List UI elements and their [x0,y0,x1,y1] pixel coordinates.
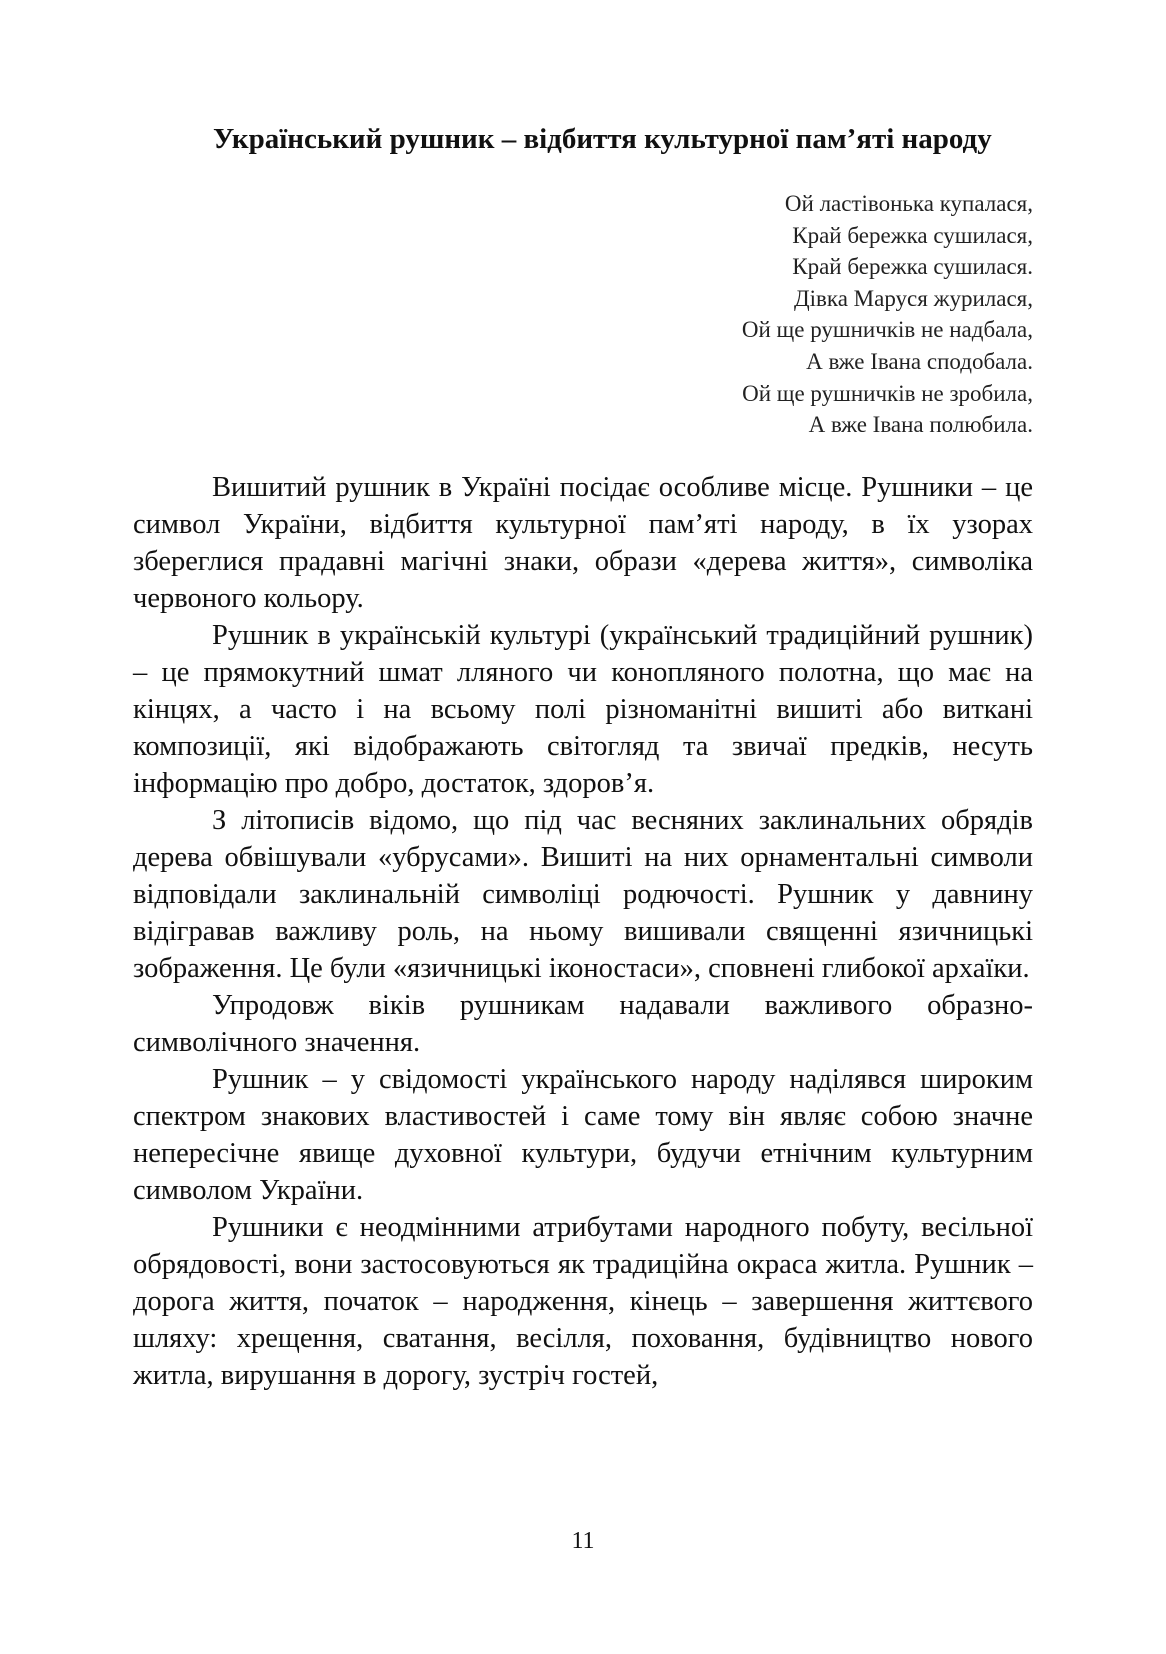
body-text [133,469,1033,1394]
poem-line: Ой ластівонька купалася, [784,191,1033,216]
poem-line: Край бережка сушилася, [792,222,1033,248]
paragraph: Рушник в українській культурі (український традиційний рушник) – це прямокутний шмат лляного чи конопляного полотна, що має на кінцях, а часто і на всьому полі різноманітні вишиті або виткані композиції, які відображають світогляд та звичаї предків, несуть інформацію про добро, достаток, здоров’я. [133,619,1033,799]
paragraph: Рушники є неодмінними атрибутами народного побуту, весільної обрядовості, вони застосовуються як традиційна окраса житла. Рушник – дорога життя, початок – народження, кінець – завершення життєвого шляху: хрещення, сватання, весілля, поховання, будівництво нового житла, вирушання в дорогу, зустріч гостей, [133,1211,1033,1391]
poem-line: Ой ще рушничків не надбала, [741,317,1033,343]
paragraph: Рушник – у свідомості українського народу наділявся широким спектром знакових властивостей і саме тому він являє собою значне непересічне явище духовної культури, будучи етнічним культурним символом України. [133,1063,1033,1206]
poem-line: А вже Івана сподобала. [806,348,1033,374]
page-number: 11 [571,1528,595,1554]
poem-line: А вже Івана полюбила. [808,412,1033,438]
epigraph-poem [133,188,1033,441]
document-page [133,120,1033,1394]
poem-line: Ой ще рушничків не зробила, [742,380,1033,406]
poem-line: Дівка Маруся журилася, [793,285,1033,311]
paragraph: Упродовж віків рушникам надавали важливого образно-символічного значення. [133,989,1033,1058]
poem-line: Край бережка сушилася. [792,254,1033,280]
paragraph: З літописів відомо, що під час весняних заклинальних обрядів дерева обвішували «убрусами». Вишиті на них орнаментальні символи відповідали заклинальній символіці родючості. Рушник у давнину відігравав важливу роль, на ньому вишивали священні язичницькі зображення. Це були «язичницькі іконостаси», сповнені глибокої архаїки. [133,804,1033,984]
paragraph: Вишитий рушник в Україні посідає особливе місце. Рушники – це символ України, відбиття культурної пам’яті народу, в їх узорах збереглися прадавні магічні знаки, образи «дерева життя», символіка червоного кольору. [133,471,1033,614]
page-title: Український рушник – відбиття культурної пам’яті народу [213,123,992,155]
